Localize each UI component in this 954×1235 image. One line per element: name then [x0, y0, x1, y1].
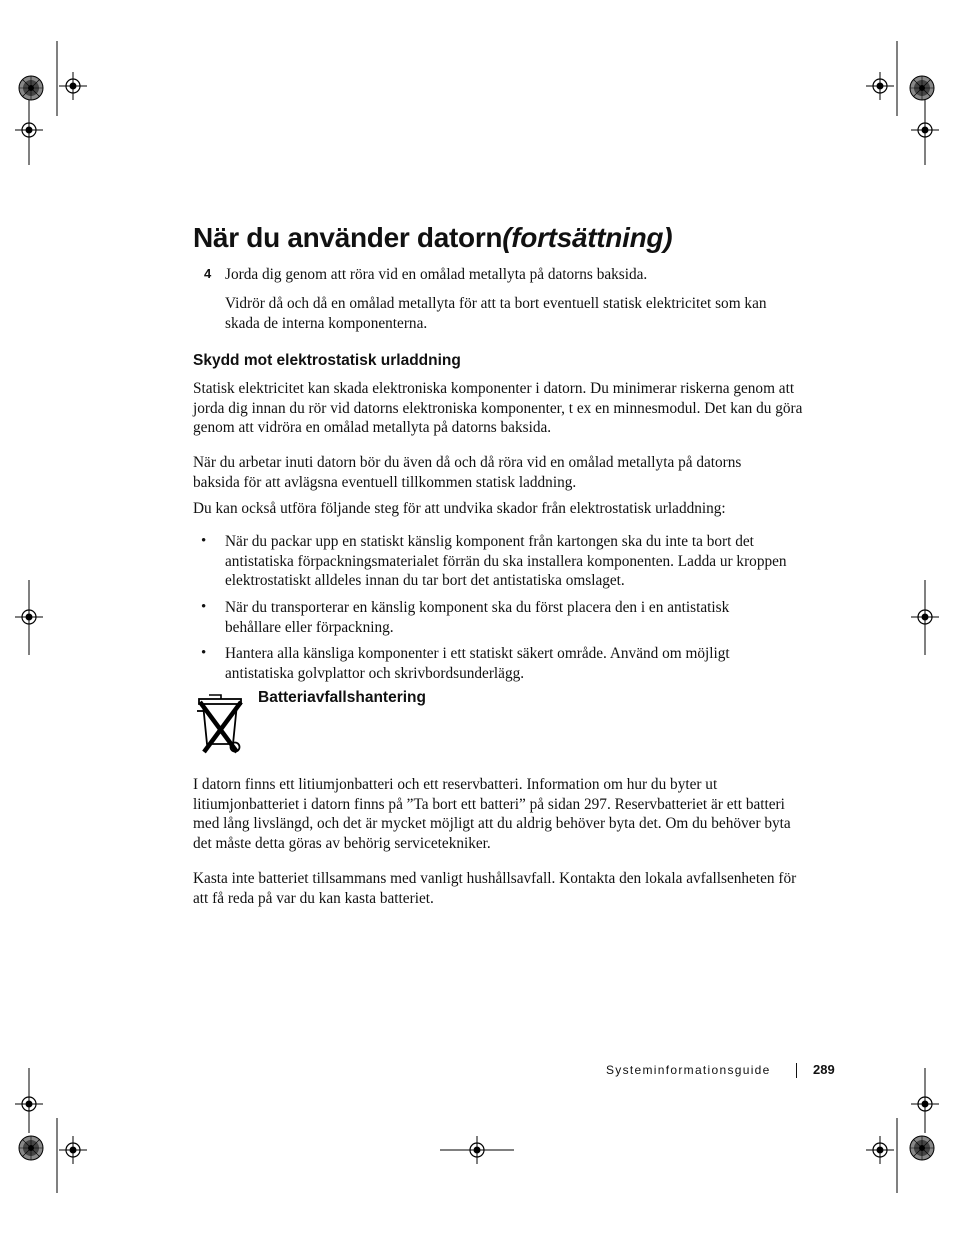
step-note: Vidrör då och då en omålad metallyta för att ta bort eventuell statisk elektricitet som kan skada de interna komponenterna. — [225, 295, 767, 332]
bullet-item-3: Hantera alla känsliga komponenter i ett statiskt säkert område. Använd om möjligt antistatiska golvplattor och skrivbordsunderlägg. — [225, 645, 730, 682]
bullet-item-2: När du transporterar en känslig komponent ska du först placera den i en antistatisk behållare eller förpackning. — [225, 599, 730, 636]
page-title — [193, 222, 672, 254]
footer-divider — [796, 1063, 797, 1078]
page-title-main: När du använder datorn — [193, 222, 503, 253]
crossed-out-wheelie-bin-icon — [195, 690, 247, 754]
bullet-item-1: När du packar upp en statiskt känslig komponent från kartongen ska du inte ta bort det antistatiska förpackningsmaterialet förrän du ska installera komponenten. Ladda ur kroppen elektrostatiskt alldeles innan du tar bort det antistatiska omslaget. — [225, 533, 787, 589]
bullet-marker: • — [201, 599, 207, 615]
footer-guide-title: Systeminformationsguide — [606, 1063, 771, 1077]
battery-paragraph-2: Kasta inte batteriet tillsammans med vanligt hushållsavfall. Kontakta den lokala avfallsenheten för att få reda på var du kan kasta batteriet. — [193, 870, 797, 907]
page-number: 289 — [813, 1062, 835, 1077]
battery-paragraph-1: I datorn finns ett litiumjonbatteri och ett reservbatteri. Information om hur du byter ut litiumjonbatteriet i datorn finns på ”Ta bort ett batteri” på sidan 297. Reservbatteriet är ett batteri med lång livslängd, och det är mycket möjligt att du aldrig behöver byta det. Om du behöver byta det måste detta göras av behörig servicetekniker. — [193, 776, 791, 852]
step-number: 4 — [204, 266, 212, 281]
esd-paragraph-3: Du kan också utföra följande steg för att undvika skador från elektrostatisk urladdning: — [193, 500, 726, 517]
battery-heading: Batteriavfallshantering — [258, 689, 426, 706]
bullet-marker: • — [201, 533, 207, 549]
step-text: Jorda dig genom att röra vid en omålad metallyta på datorns baksida. — [225, 266, 648, 283]
bullet-marker: • — [201, 645, 207, 661]
esd-heading: Skydd mot elektrostatisk urladdning — [193, 352, 461, 369]
esd-paragraph-2: När du arbetar inuti datorn bör du även då och då röra vid en omålad metallyta på datorns baksida för att avlägsna eventuell tillkommen statisk laddning. — [193, 454, 742, 491]
page-title-continued: (fortsättning) — [502, 222, 673, 253]
esd-paragraph-1: Statisk elektricitet kan skada elektroniska komponenter i datorn. Du minimerar riskerna genom att jorda dig innan du rör vid datorns elektroniska komponenter, t ex en minnesmodul. Det kan du göra genom att vidröra en omålad metallyta på datorns baksida. — [193, 380, 803, 436]
